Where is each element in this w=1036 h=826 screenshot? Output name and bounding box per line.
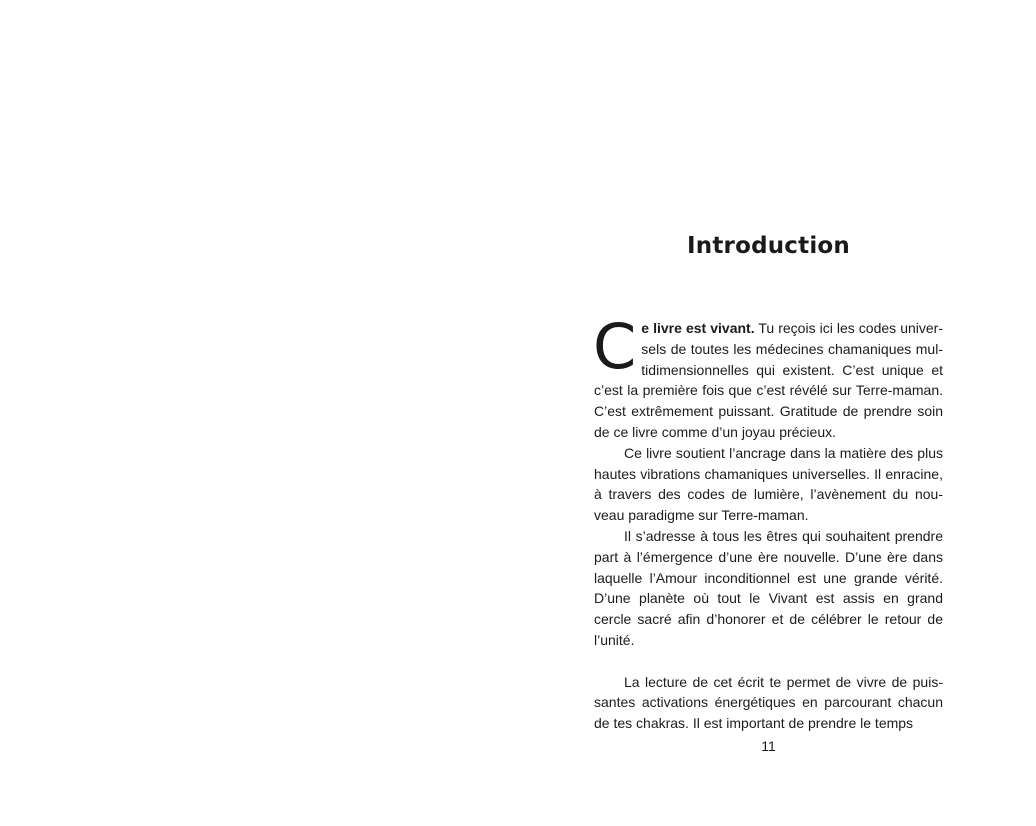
paragraph-4: La lecture de cet écrit te permet de vivre de puissantes activations énergétiques en parcourant chacun de tes chakras. Il est important de prendre le temps <box>594 673 943 732</box>
paragraph-1 <box>593 310 944 443</box>
page-number: 11 <box>761 738 776 754</box>
drop-cap: C <box>593 310 637 383</box>
body-text <box>593 310 944 734</box>
paragraph-2: Ce livre soutient l’ancrage dans la matière des plus hautes vibrations chamaniques universelles. Il enracine, à travers des codes de lumière, l’avènement du nouveau paradigme sur Terre-maman. <box>594 444 943 524</box>
paragraph-1-text: Tu reçois ici les codes universels de toutes les médecines chamaniques multidimensionnelles qui existent. C’est unique et c’est la première fois que c’est révélé sur Terre-maman. C’est extrêmement puissant. Gratitude de prendre soin de ce livre comme d’un joyau précieux. <box>594 320 944 440</box>
paragraph-1-lead: e livre est vivant. <box>641 320 755 336</box>
paragraph-3: Il s’adresse à tous les êtres qui souhaitent prendre part à l’émergence d’une ère nouvelle. D’une ère dans laquelle l’Amour inconditionnel est une grande vérité. D’une planète où tout le Vivant est assis en grand cercle sacré afin d’honorer et de célébrer le retour de l’unité. <box>594 527 943 648</box>
chapter-title: Introduction <box>687 233 850 259</box>
